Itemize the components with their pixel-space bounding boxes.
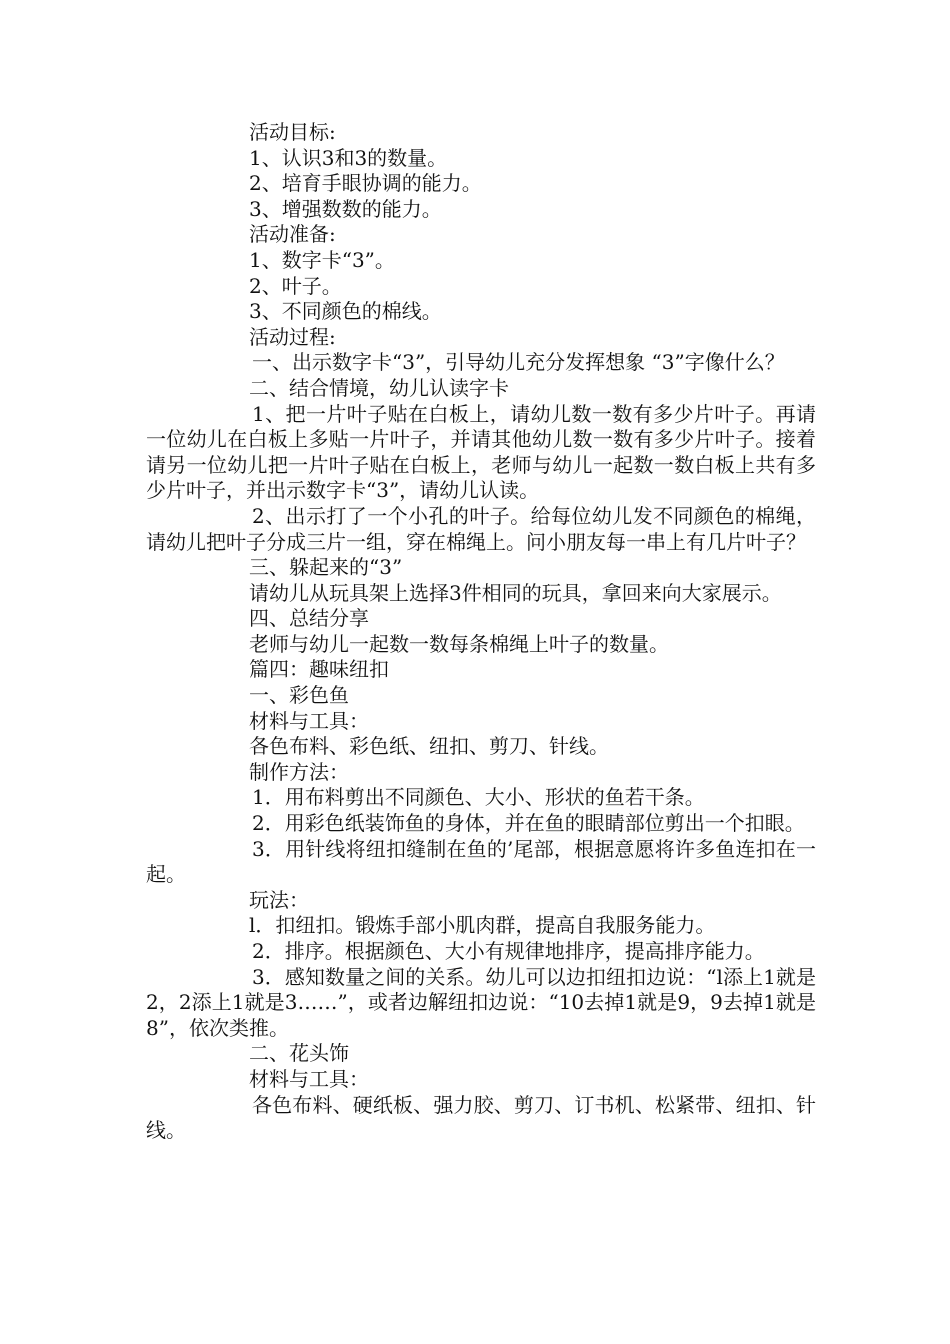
process-step-1: 一、出示数字卡“3”，引导幼儿充分发挥想象 “3”字像什么？: [252, 350, 785, 375]
preparation-item-3: 3、不同颜色的棉线。: [249, 299, 442, 324]
craft-1-materials-label: 材料与工具：: [249, 708, 369, 733]
craft-1-play-3: 3．感知数量之间的关系。幼儿可以边扣纽扣边说：“l添上1就是2，2添上1就是3……”，或者边解纽扣边说：“10去掉1就是9，9去掉1就是8”，依次类推。: [146, 964, 816, 1040]
document-body: [146, 120, 816, 1144]
process-step-4-text: 老师与幼儿一起数一数每条棉绳上叶子的数量。: [249, 631, 669, 656]
craft-1-method-step-3: 3．用针线将纽扣缝制在鱼的’尾部，根据意愿将许多鱼连扣在一起。: [146, 836, 816, 887]
goal-item-1: 1、认识3和3的数量。: [249, 145, 448, 170]
craft-1-method-label: 制作方法：: [249, 759, 349, 784]
craft-1-method-step-1: 1．用布料剪出不同颜色、大小、形状的鱼若干条。: [252, 785, 705, 810]
craft-1-play-1: l．扣纽扣。锻炼手部小肌肉群，提高自我服务能力。: [249, 913, 716, 938]
craft-1-materials: 各色布料、彩色纸、纽扣、剪刀、针线。: [249, 734, 609, 759]
process-step-2-heading: 二、结合情境，幼儿认读字卡: [249, 375, 509, 400]
craft-1-play-2: 2．排序。根据颜色、大小有规律地排序，提高排序能力。: [252, 939, 765, 963]
process-step-2-item-1: 1、把一片叶子贴在白板上，请幼儿数一数有多少片叶子。再请一位幼儿在白板上多贴一片叶子，并请其他幼儿数一数有多少片叶子。接着请另一位幼儿把一片叶子贴在白板上，老师与幼儿一起数一数白板上共有多少片叶子，并出示数字卡“3”，请幼儿认读。: [146, 401, 816, 503]
craft-1-title: 一、彩色鱼: [249, 683, 349, 708]
goal-item-2: 2、培育手眼协调的能力。: [249, 171, 482, 196]
process-step-3-text: 请幼儿从玩具架上选择3件相同的玩具，拿回来向大家展示。: [249, 580, 782, 605]
heading-activity-goals: 活动目标:: [249, 120, 336, 144]
preparation-item-2: 2、叶子。: [249, 273, 342, 298]
craft-1-play-label: 玩法：: [249, 887, 309, 912]
heading-activity-preparation: 活动准备:: [249, 222, 336, 247]
goal-item-3: 3、增强数数的能力。: [249, 196, 442, 221]
craft-2-title: 二、花头饰: [249, 1041, 349, 1066]
process-step-2-item-2: 2、出示打了一个小孔的叶子。给每位幼儿发不同颜色的棉绳，请幼儿把叶子分成三片一组，穿在棉绳上。问小朋友每一串上有几片叶子？: [146, 503, 816, 554]
craft-1-method-step-2: 2．用彩色纸装饰鱼的身体，并在鱼的眼睛部位剪出一个扣眼。: [252, 811, 805, 836]
process-step-3-heading: 三、躲起来的“3”: [249, 555, 403, 580]
section-heading-part-4: 篇四：趣味纽扣: [249, 657, 389, 682]
heading-activity-process: 活动过程:: [249, 324, 336, 349]
process-step-4-heading: 四、总结分享: [249, 606, 369, 631]
preparation-item-1: 1、数字卡“3”。: [249, 247, 395, 272]
craft-2-materials-label: 材料与工具：: [249, 1066, 369, 1091]
craft-2-materials: 各色布料、硬纸板、强力胶、剪刀、订书机、松紧带、纽扣、针线。: [146, 1092, 816, 1143]
